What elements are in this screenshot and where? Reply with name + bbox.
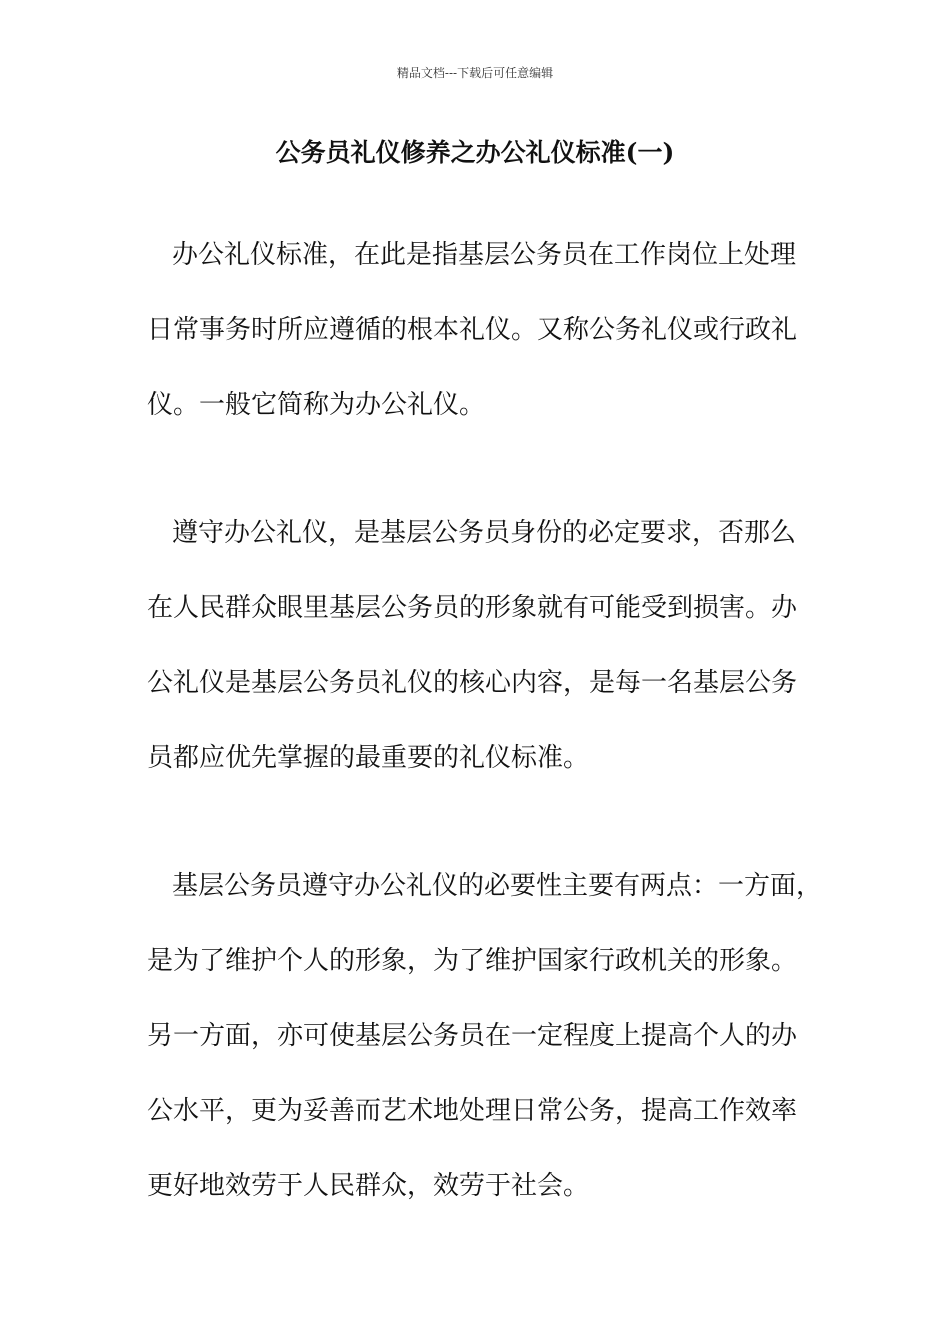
paragraph-line: 基层公务员遵守办公礼仪的必要性主要有两点：一方面， (172, 871, 823, 901)
paragraph-line: 遵守办公礼仪，是基层公务员身份的必定要求，否那么 (172, 518, 797, 548)
paragraph-line: 更好地效劳于人民群众，效劳于社会。 (147, 1171, 590, 1201)
document-title: 公务员礼仪修养之办公礼仪标准(一) (275, 138, 675, 167)
paragraph-line: 办公礼仪标准，在此是指基层公务员在工作岗位上处理 (172, 240, 797, 270)
paragraph-line: 仪。一般它简称为办公礼仪。 (147, 390, 486, 420)
paragraph-line: 公礼仪是基层公务员礼仪的核心内容，是每一名基层公务 (147, 668, 798, 698)
paragraph-line: 在人民群众眼里基层公务员的形象就有可能受到损害。办 (147, 593, 798, 623)
paragraph-line: 是为了维护个人的形象，为了维护国家行政机关的形象。 (147, 946, 798, 976)
paragraph-line: 员都应优先掌握的最重要的礼仪标准。 (147, 743, 590, 773)
paragraph-line: 另一方面，亦可使基层公务员在一定程度上提高个人的办 (147, 1021, 798, 1051)
paragraph-line: 日常事务时所应遵循的根本礼仪。又称公务礼仪或行政礼 (147, 315, 798, 345)
header-note: 精品文档---下载后可任意编辑 (396, 66, 554, 80)
paragraph-line: 公水平，更为妥善而艺术地处理日常公务，提高工作效率 (147, 1096, 798, 1126)
